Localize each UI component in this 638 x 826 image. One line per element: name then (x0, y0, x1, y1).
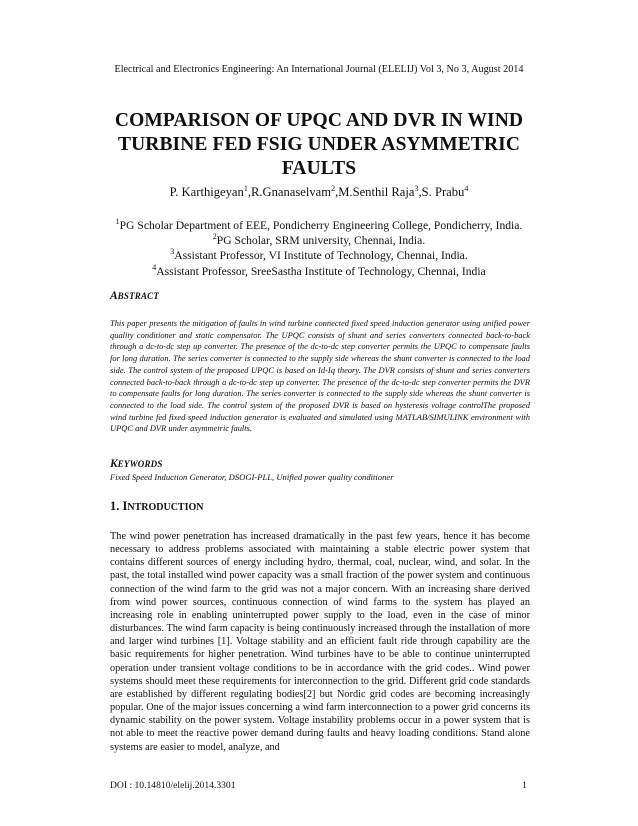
author-affil-mark: 3 (414, 183, 419, 193)
keywords-heading (110, 458, 163, 470)
introduction-text: The wind power penetration has increased dramatically in the past few years, hence it has become necessary to address problems associated with maintaining a stable electric power system that contains different sources of energy including hydro, thermal, coal, nuclear, wind, and solar. In the past, the total installed wind power capacity was a small fraction of the power system and continuous connection of the wind farm to the grid was not a major concern. With an increasing share derived from wind power sources, continuous connection of wind farms to the system has played an increasing role in enabling uninterrupted power supply to the load, even in the case of minor disturbances. The wind farm capacity is being continuously increased through the installation of more and larger wind turbines [1]. Voltage stability and an efficient fault ride through capability are the basic requirements for higher penetration. Wind turbines have to be able to continue uninterrupted operation under transient voltage conditions to be in accordance with the grid codes.. Wind power systems should meet these requirements for interconnection to the grid. Different grid code standards are established by different regulating bodies[2] but Nordic grid codes are becoming increasingly popular. One of the major issues concerning a wind farm interconnection to a power grid concerns its dynamic stability on the power system. Voltage instability problems occur in a power system that is not able to meet the reactive power demand during faults and heavy loading conditions. Stand alone systems are easier to model, analyze, and (110, 531, 530, 753)
affiliation (90, 233, 548, 248)
abstract-heading (110, 290, 159, 302)
author-name: M.Senthil Raja (338, 185, 415, 199)
affiliation (90, 218, 548, 233)
author-name: S. Prabu (421, 185, 465, 199)
introduction-heading (110, 499, 204, 514)
abstract-heading-initial: A (110, 290, 118, 302)
author-name: P. Karthigeyan (169, 185, 244, 199)
abstract-heading-rest: BSTRACT (117, 291, 160, 301)
intro-heading-rest: NTRODUCTION (127, 502, 204, 513)
author-affil-mark: 1 (243, 183, 248, 193)
affil-text: Assistant Professor, VI Institute of Technology, Chennai, India. (174, 249, 468, 263)
affiliation-list (90, 218, 548, 279)
journal-header: Electrical and Electronics Engineering: An International Journal (ELELIJ) Vol 3, No 3, August 2014 (114, 64, 524, 75)
keywords-heading-rest: EYWORDS (117, 459, 163, 469)
author-name: R.Gnanaselvam (250, 185, 332, 199)
doi-footer: DOI : 10.14810/elelij.2014.3301 (110, 780, 236, 791)
paper-title: COMPARISON OF UPQC AND DVR IN WIND TURBINE FED FSIG UNDER ASYMMETRIC FAULTS (114, 110, 524, 179)
affiliation (90, 248, 548, 263)
abstract-text: This paper presents the mitigation of faults in wind turbine connected fixed speed induction generator using unified power quality conditioner and static compensator. The UPQC consists of shunt and series converters connected back-to-back through a dc-to-dc step up converter. The presence of the dc-to-dc step converter permits the UPQC to compensate faults for long duration. The series converter is connected to the supply side whereas the shunt converter is connected to the load side. The control system of the proposed UPQC is based on Id-Iq theory. The DVR consists of shunt and series converters connected back-to-back through a dc-to-dc step up converter. The presence of the dc-to-dc step converter permits the DVR to compensate faults for long duration. The series converter is connected to the supply side whereas the shunt converter is connected to the load side. The control system of the proposed DVR is based on hysteresis voltage controlThe proposed wind turbine fed fixed speed induction generator is evaluated and simulated using MATLAB/SIMULINK environment with UPQC and DVR under asymmetric faults. (110, 318, 530, 434)
keywords-heading-initial: K (110, 458, 118, 470)
page-number: 1 (522, 780, 527, 791)
section-number: 1. (110, 499, 120, 513)
affil-text: PG Scholar Department of EEE, Pondicherry Engineering College, Pondicherry, India. (119, 219, 523, 232)
intro-heading-initial: I (122, 499, 128, 513)
affiliation (90, 264, 548, 279)
author-separator: , (335, 185, 339, 199)
author-affil-mark: 2 (331, 183, 336, 193)
affil-mark: 4 (152, 262, 157, 272)
affil-mark: 2 (212, 232, 217, 242)
affil-mark: 3 (170, 247, 175, 257)
author-list (0, 185, 638, 200)
affil-text: PG Scholar, SRM university, Chennai, India. (216, 234, 426, 248)
keywords-text: Fixed Speed Induction Generator, DSOGI-PLL, Unified power quality conditioner (110, 472, 394, 482)
author-separator: , (418, 185, 422, 199)
affil-mark: 1 (115, 217, 120, 227)
affil-text: Assistant Professor, SreeSastha Institute of Technology, Chennai, India (156, 264, 486, 278)
author-separator: , (247, 185, 251, 199)
author-affil-mark: 4 (464, 183, 469, 193)
